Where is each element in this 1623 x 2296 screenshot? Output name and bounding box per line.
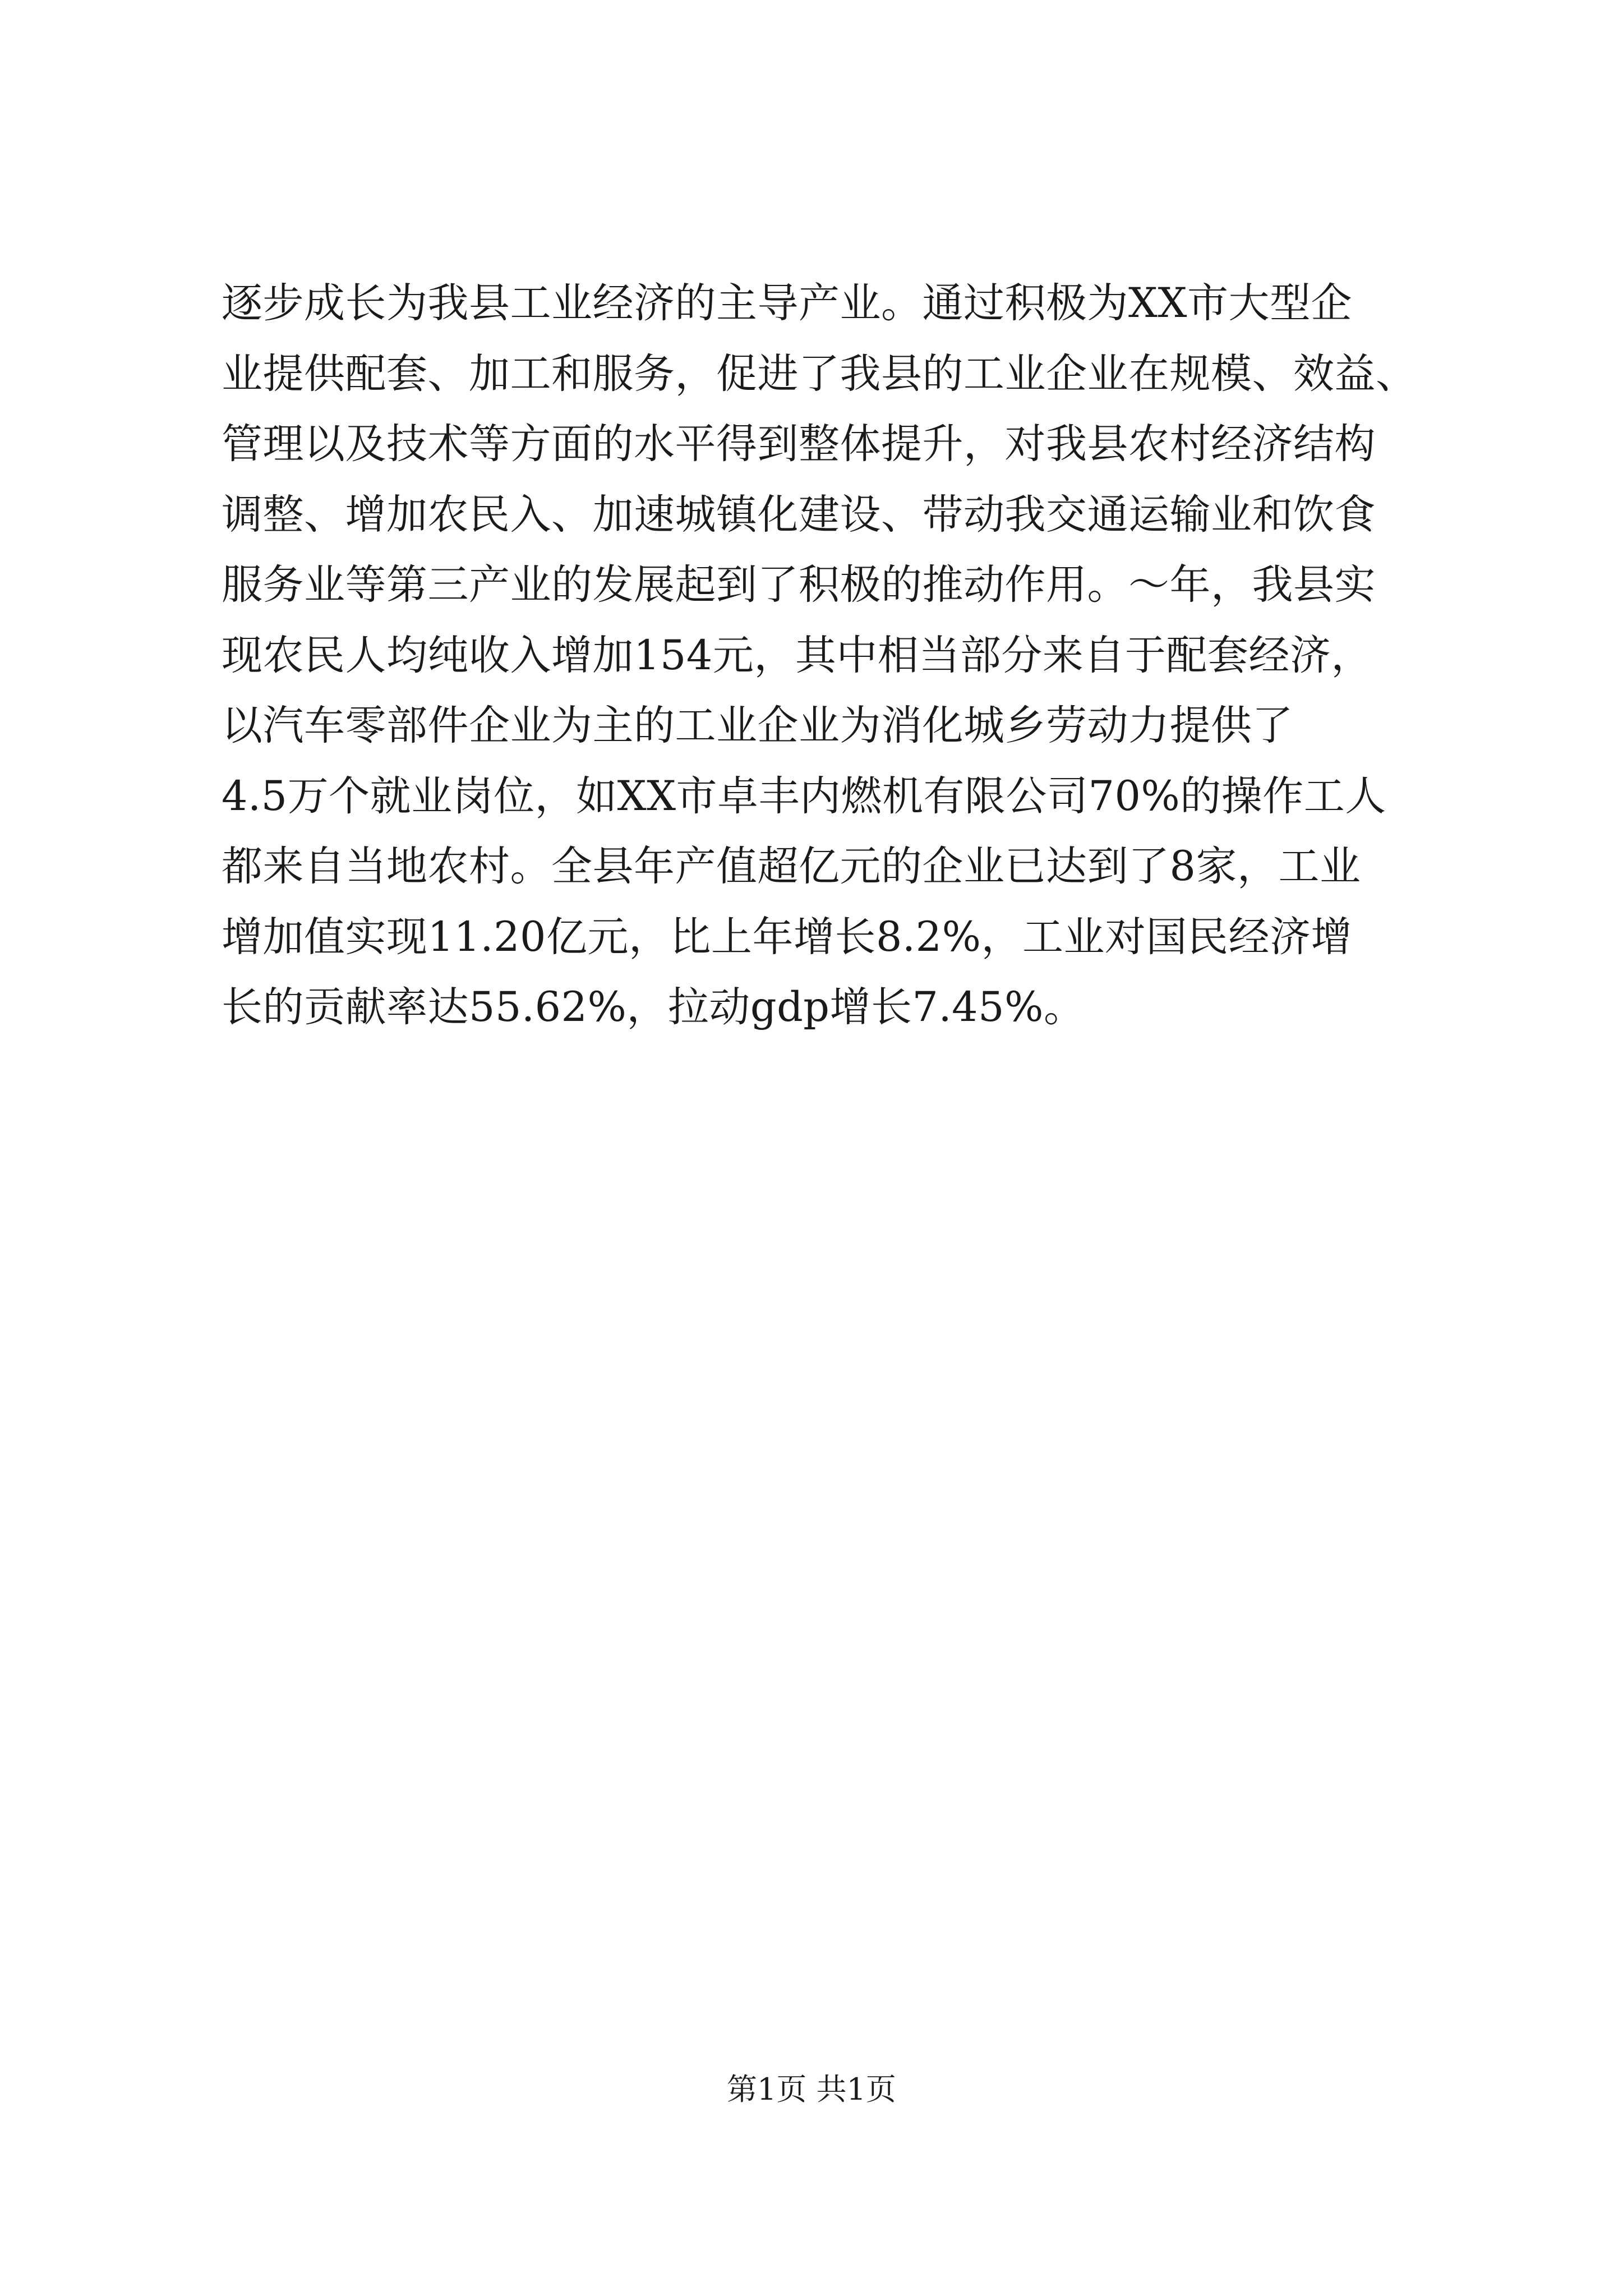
text-line: 都来自当地农村。全县年产值超亿元的企业已达到了8家，工业 bbox=[222, 843, 1361, 890]
text-line: 现农民人均纯收入增加154元，其中相当部分来自于配套经济， bbox=[222, 631, 1372, 679]
text-line: 业提供配套、加工和服务，促进了我县的工业企业在规模、效益、 bbox=[222, 349, 1417, 398]
body-paragraph bbox=[222, 268, 1416, 1043]
text-line: 管理以及技术等方面的水平得到整体提升，对我县农村经济结构 bbox=[222, 420, 1376, 468]
page-footer: 第1页 共1页 bbox=[727, 2072, 896, 2107]
text-line: 调整、增加农民入、加速城镇化建设、带动我交通运输业和饮食 bbox=[222, 490, 1376, 539]
text-line: 以汽车零部件企业为主的工业企业为消化城乡劳动力提供了 bbox=[222, 702, 1293, 749]
text-line: 增加值实现11.20亿元，比上年增长8.2%，工业对国民经济增 bbox=[222, 913, 1352, 961]
text-line: 服务业等第三产业的发展起到了积极的推动作用。～年，我县实 bbox=[222, 561, 1376, 609]
text-line: 4.5万个就业岗位，如XX市卓丰内燃机有限公司70%的操作工人 bbox=[222, 772, 1386, 820]
text-line: 长的贡献率达55.62%，拉动gdp增长7.45%。 bbox=[222, 983, 1085, 1031]
text-line: 逐步成长为我县工业经济的主导产业。通过积极为XX市大型企 bbox=[222, 279, 1352, 327]
